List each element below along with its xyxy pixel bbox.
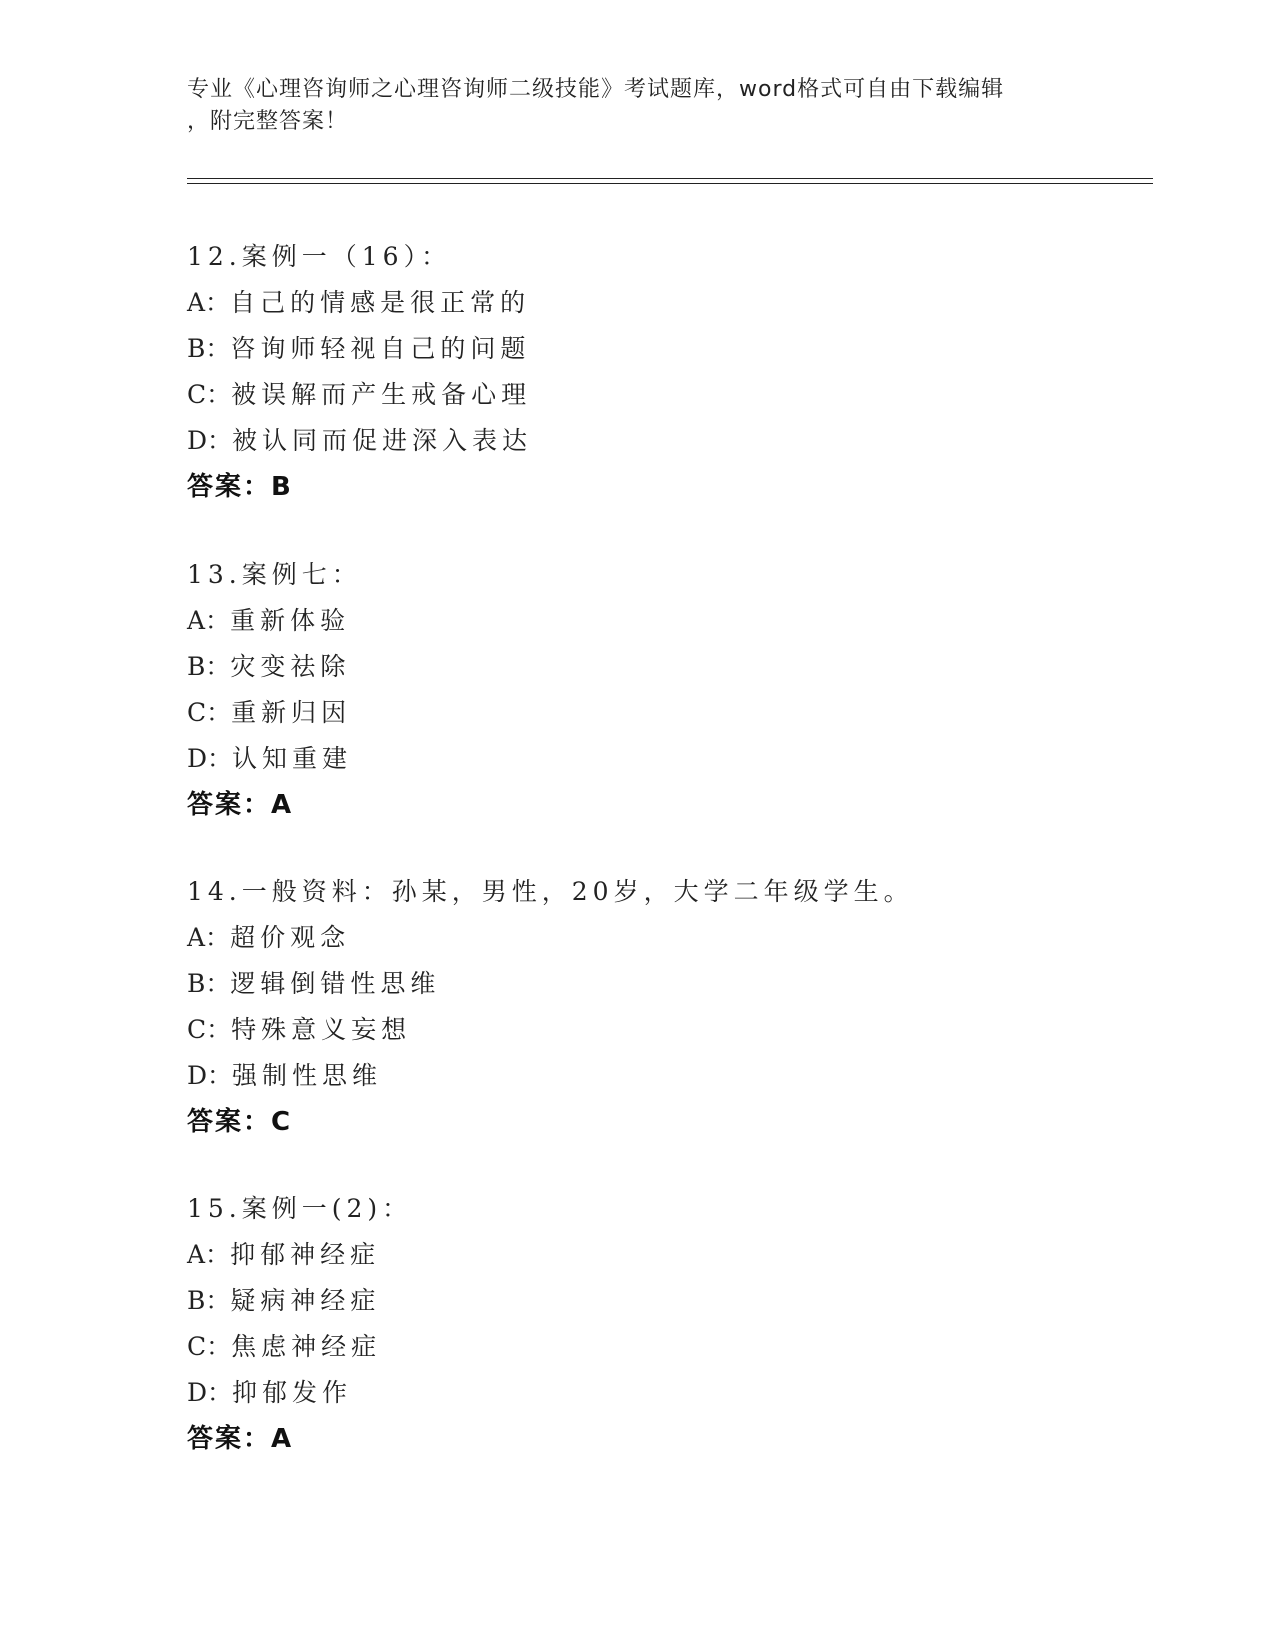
question-15 xyxy=(187,1186,1137,1462)
option-d xyxy=(187,418,1137,464)
option-text: 超价观念 xyxy=(230,923,351,952)
option-letter: C： xyxy=(187,1015,232,1044)
option-letter: D： xyxy=(187,744,233,773)
option-letter: D： xyxy=(187,426,233,455)
document-header xyxy=(187,74,1087,138)
question-12 xyxy=(187,234,1137,510)
option-letter: A： xyxy=(187,1240,231,1269)
option-letter: C： xyxy=(187,1332,232,1361)
option-letter: A： xyxy=(187,606,231,635)
option-text: 灾变祛除 xyxy=(230,652,351,681)
option-text: 疑病神经症 xyxy=(230,1286,381,1315)
option-b xyxy=(187,326,1137,372)
question-stem: 14.一般资料：孙某，男性，20岁，大学二年级学生。 xyxy=(187,877,914,906)
option-text: 逻辑倒错性思维 xyxy=(230,969,441,998)
option-text: 抑郁神经症 xyxy=(230,1240,381,1269)
option-letter: B： xyxy=(187,652,231,681)
option-a xyxy=(187,1232,1137,1278)
answer-line: 答案：A xyxy=(187,1424,294,1454)
option-c xyxy=(187,690,1137,736)
header-line-1: 专业《心理咨询师之心理咨询师二级技能》考试题库，word格式可自由下载编辑 xyxy=(187,77,1005,102)
answer-line: 答案：C xyxy=(187,1107,293,1137)
option-d xyxy=(187,736,1137,782)
header-divider-top xyxy=(187,178,1153,179)
option-b xyxy=(187,1278,1137,1324)
option-text: 重新体验 xyxy=(230,606,351,635)
option-text: 认知重建 xyxy=(232,744,353,773)
header-line-2: ，附完整答案！ xyxy=(187,109,349,134)
option-letter: C： xyxy=(187,698,232,727)
option-text: 重新归因 xyxy=(231,698,352,727)
question-stem: 13.案例七： xyxy=(187,560,362,589)
option-text: 咨询师轻视自己的问题 xyxy=(230,334,531,363)
option-letter: A： xyxy=(187,923,231,952)
option-letter: D： xyxy=(187,1061,233,1090)
option-a xyxy=(187,280,1137,326)
answer-line: 答案：B xyxy=(187,472,293,502)
option-letter: B： xyxy=(187,334,231,363)
option-text: 强制性思维 xyxy=(232,1061,383,1090)
option-c xyxy=(187,1007,1137,1053)
option-text: 被误解而产生戒备心理 xyxy=(231,380,532,409)
option-d xyxy=(187,1053,1137,1099)
option-letter: C： xyxy=(187,380,232,409)
answer-line: 答案：A xyxy=(187,790,294,820)
option-a xyxy=(187,598,1137,644)
option-text: 抑郁发作 xyxy=(232,1378,353,1407)
option-c xyxy=(187,1324,1137,1370)
option-c xyxy=(187,372,1137,418)
header-divider-bottom xyxy=(187,183,1153,184)
option-d xyxy=(187,1370,1137,1416)
question-13 xyxy=(187,552,1137,828)
option-text: 焦虑神经症 xyxy=(231,1332,382,1361)
option-b xyxy=(187,961,1137,1007)
option-text: 被认同而促进深入表达 xyxy=(232,426,533,455)
question-stem: 15.案例一(2)： xyxy=(187,1194,413,1223)
option-letter: D： xyxy=(187,1378,233,1407)
option-a xyxy=(187,915,1137,961)
option-text: 特殊意义妄想 xyxy=(231,1015,412,1044)
option-letter: A： xyxy=(187,288,231,317)
option-letter: B： xyxy=(187,1286,231,1315)
question-14 xyxy=(187,869,1137,1145)
option-letter: B： xyxy=(187,969,231,998)
question-stem: 12.案例一（16）： xyxy=(187,242,452,271)
option-b xyxy=(187,644,1137,690)
option-text: 自己的情感是很正常的 xyxy=(230,288,531,317)
